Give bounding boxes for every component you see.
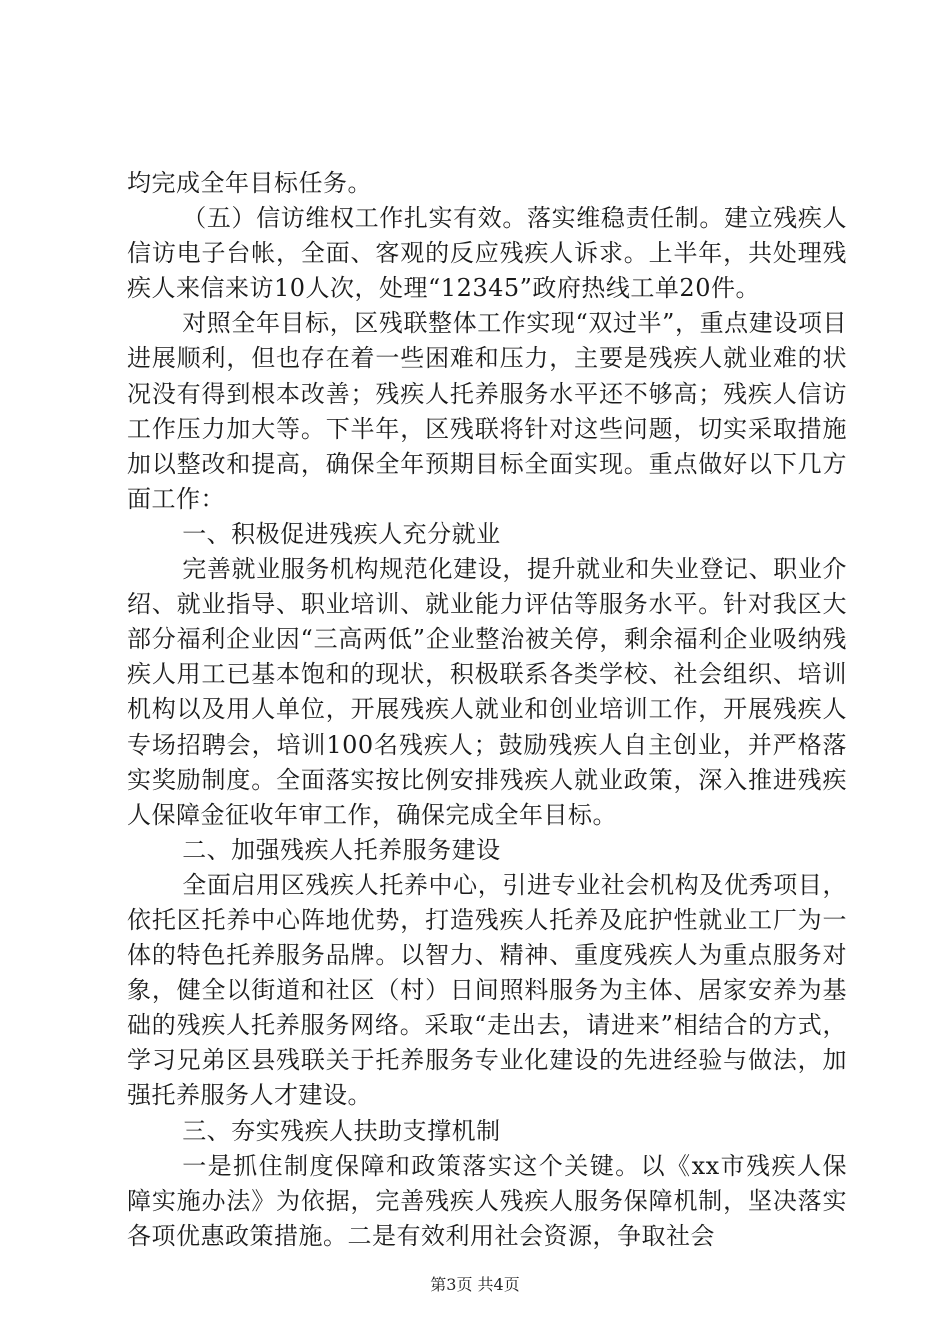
paragraph-continuation: 均完成全年目标任务。 — [127, 169, 372, 197]
paragraph-support-mechanism: 一是抓住制度保障和政策落实这个关键。以《xx市残疾人保障实施办法》为依据，完善残疾人残疾人服务保障机制，坚决落实各项优惠政策措施。二是有效利用社会资源，争取社会 — [127, 1151, 847, 1250]
paragraph-petition-work: （五）信访维权工作扎实有效。落实维稳责任制。建立残疾人信访电子台帐，全面、客观的反应残疾人诉求。上半年，共处理残疾人来信来访10人次，处理“12345”政府热线工单20件。 — [127, 204, 847, 303]
heading-support-mechanism: 三、夯实残疾人扶助支撑机制 — [182, 1116, 501, 1145]
paragraph-employment: 完善就业服务机构规范化建设，提升就业和失业登记、职业介绍、就业指导、职业培训、就业能力评估等服务水平。针对我区大部分福利企业因“三高两低”企业整治被关停，剩余福利企业吸纳残疾人用工已基本饱和的现状，积极联系各类学校、社会组织、培训机构以及用人单位，开展残疾人就业和创业培训工作，开展残疾人专场招聘会，培训100名残疾人；鼓励残疾人自主创业，并严格落实奖励制度。全面落实按比例安排残疾人就业政策，深入推进残疾人保障金征收年审工作，确保完成全年目标。 — [127, 555, 847, 829]
heading-care-services: 二、加强残疾人托养服务建设 — [182, 835, 501, 864]
paragraph-annual-goals: 对照全年目标，区残联整体工作实现“双过半”，重点建设项目进展顺利，但也存在着一些困难和压力，主要是残疾人就业难的状况没有得到根本改善；残疾人托养服务水平还不够高；残疾人信访工作压力加大等。下半年，区残联将针对这些问题，切实采取措施加以整改和提高，确保全年预期目标全面实现。重点做好以下几方面工作： — [127, 309, 847, 513]
document-body — [127, 166, 847, 1254]
heading-employment: 一、积极促进残疾人充分就业 — [182, 519, 501, 548]
page-footer: 第3页 共4页 — [430, 1275, 520, 1294]
paragraph-care-services: 全面启用区残疾人托养中心，引进专业社会机构及优秀项目，依托区托养中心阵地优势，打造残疾人托养及庇护性就业工厂为一体的特色托养服务品牌。以智力、精神、重度残疾人为重点服务对象，健全以街道和社区（村）日间照料服务为主体、居家安养为基础的残疾人托养服务网络。采取“走出去，请进来”相结合的方式，学习兄弟区县残联关于托养服务专业化建设的先进经验与做法，加强托养服务人才建设。 — [127, 870, 847, 1110]
